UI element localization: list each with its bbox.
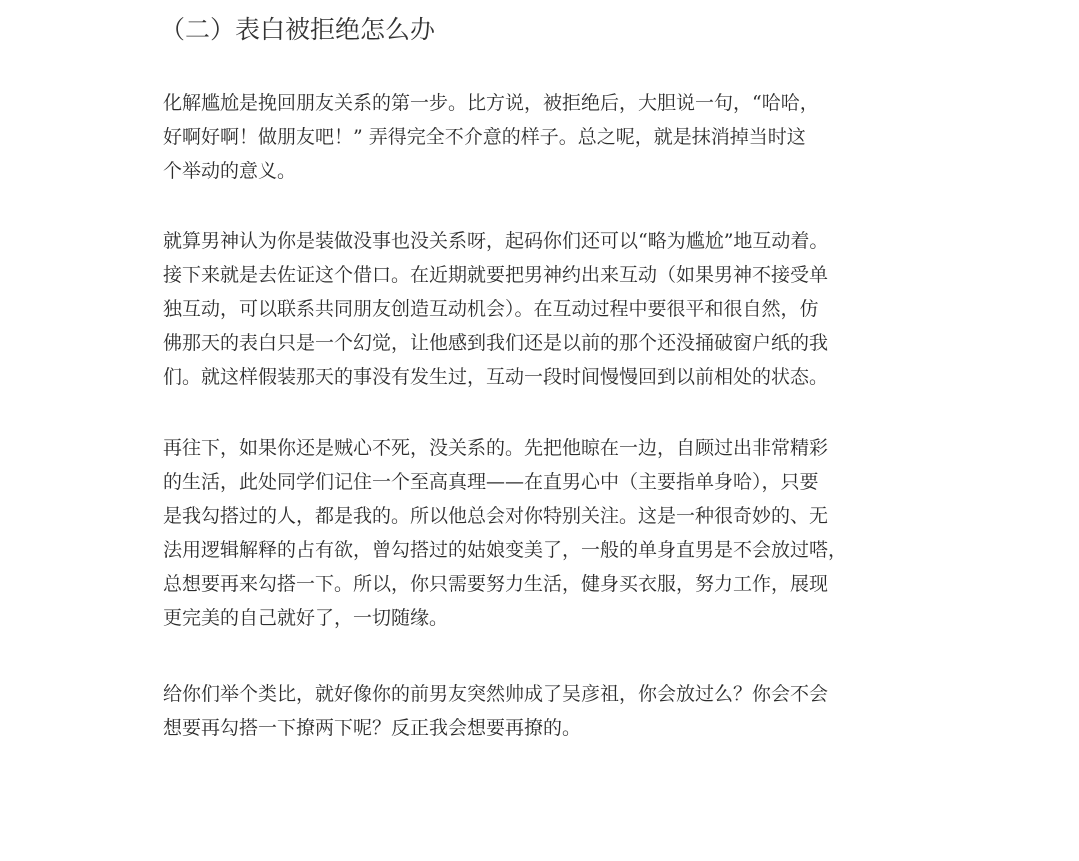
paragraph-line: 化解尴尬是挽回朋友关系的第一步。比方说，被拒绝后，大胆说一句，“哈哈， [163, 92, 819, 114]
paragraph-3 [163, 431, 847, 635]
paragraph-line: 更完美的自己就好了，一切随缘。 [163, 607, 449, 629]
paragraph-1 [163, 86, 819, 188]
paragraph-line: 法用逻辑解释的占有欲，曾勾搭过的姑娘变美了，一般的单身直男是不会放过嗒， [163, 539, 848, 561]
paragraph-line: 就算男神认为你是装做没事也没关系呀，起码你们还可以“略为尴尬”地互动着。 [163, 230, 829, 252]
paragraph-line: 再往下，如果你还是贼心不死，没关系的。先把他晾在一边，自顾过出非常精彩 [163, 437, 829, 459]
paragraph-line: 好啊好啊！做朋友吧！” 弄得完全不介意的样子。总之呢，就是抹消掉当时这 [163, 126, 806, 148]
paragraph-line: 是我勾搭过的人，都是我的。所以他总会对你特别关注。这是一种很奇妙的、无 [163, 505, 829, 527]
paragraph-line: 独互动，可以联系共同朋友创造互动机会）。在互动过程中要很平和很自然，仿 [163, 298, 819, 320]
paragraph-line: 佛那天的表白只是一个幻觉，让他感到我们还是以前的那个还没捅破窗户纸的我 [163, 332, 829, 354]
paragraph-line: 的生活，此处同学们记住一个至高真理——在直男心中（主要指单身哈），只要 [163, 471, 819, 493]
paragraph-line: 总想要再来勾搭一下。所以，你只需要努力生活，健身买衣服，努力工作，展现 [163, 573, 829, 595]
paragraph-4 [163, 677, 828, 745]
paragraph-line: 接下来就是去佐证这个借口。在近期就要把男神约出来互动（如果男神不接受单 [163, 264, 829, 286]
paragraph-line: 们。就这样假装那天的事没有发生过，互动一段时间慢慢回到以前相处的状态。 [163, 366, 829, 388]
section-heading: （二）表白被拒绝怎么办 [160, 15, 436, 44]
paragraph-line: 给你们举个类比，就好像你的前男友突然帅成了吴彦祖，你会放过么？你会不会 [163, 683, 829, 705]
paragraph-line: 想要再勾搭一下撩两下呢？反正我会想要再撩的。 [163, 717, 582, 739]
paragraph-line: 个举动的意义。 [163, 160, 297, 182]
paragraph-2 [163, 224, 828, 394]
